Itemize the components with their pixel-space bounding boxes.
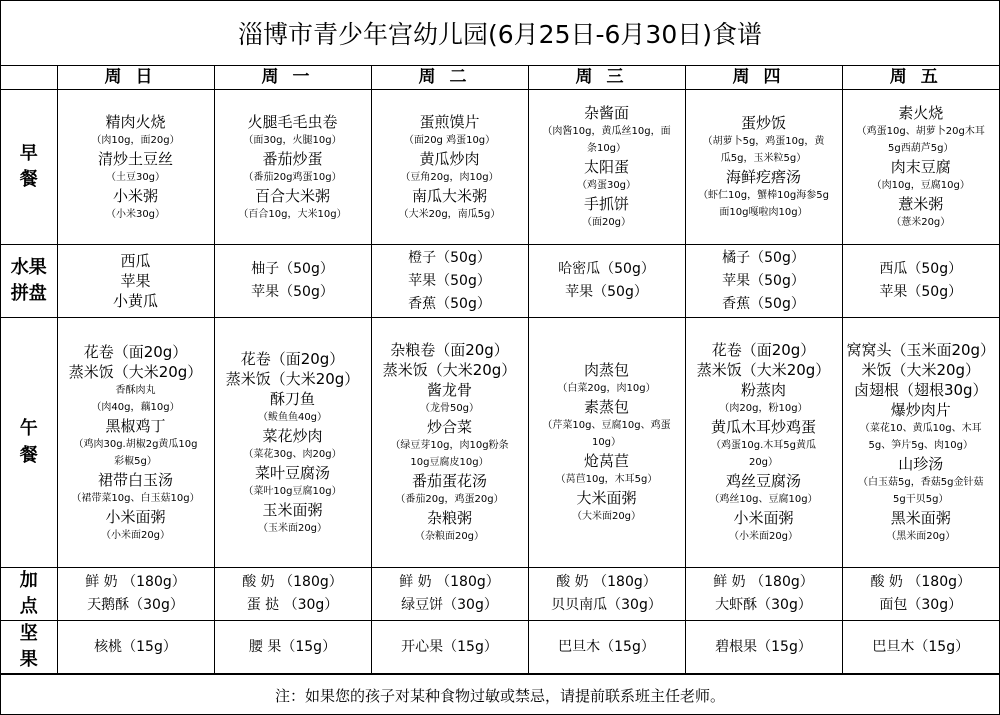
menu-cell bbox=[842, 245, 999, 318]
menu-cell bbox=[57, 90, 214, 245]
menu-cell bbox=[528, 90, 685, 245]
dish-name: 苹果（50g） bbox=[722, 272, 805, 289]
dish-name: 大虾酥（30g） bbox=[715, 597, 812, 614]
ingredient-detail: （肉酱10g，黄瓜丝10g，面 bbox=[542, 126, 671, 137]
day-header: 周三 bbox=[528, 66, 685, 90]
menu-cell bbox=[371, 90, 528, 245]
menu-cell bbox=[685, 245, 842, 318]
ingredient-detail: （大米面20g） bbox=[571, 511, 642, 522]
ingredient-detail: 10g豆腐皮10g） bbox=[410, 457, 489, 468]
dish-name: 苹果 bbox=[120, 272, 151, 290]
ingredient-detail: （肉40g，藕10g） bbox=[91, 401, 180, 413]
dish-name: 杂粮粥 bbox=[426, 509, 472, 527]
dish-name: 蒸米饭（大米20g） bbox=[225, 369, 360, 388]
menu-cell bbox=[371, 621, 528, 674]
ingredient-detail: （菜花10、黄瓜10g、木耳 bbox=[859, 423, 982, 434]
day-header-row bbox=[1, 66, 999, 90]
page-title: 淄博市青少年宫幼儿园(6月25日-6月30日)食谱 bbox=[1, 1, 999, 66]
dish-name: 腰 果（15g） bbox=[248, 638, 337, 655]
dish-name: 精肉火烧 bbox=[105, 112, 166, 131]
menu-cell bbox=[528, 318, 685, 568]
dish-name: 花卷（面20g） bbox=[711, 341, 816, 359]
dish-name: 卤翅根（翅根30g） bbox=[853, 381, 988, 399]
dish-name: 炝莴苣 bbox=[583, 452, 629, 470]
row-label-text: 坚 bbox=[19, 623, 38, 645]
ingredient-detail: （大米20g，南瓜5g） bbox=[398, 208, 501, 220]
dish-name: 窝窝头（玉米面20g） bbox=[846, 341, 996, 359]
dish-name: 玉米面粥 bbox=[262, 500, 323, 519]
ingredient-detail: （鸡肉30g.胡椒2g黄瓜10g bbox=[73, 438, 198, 450]
row-label-text: 餐 bbox=[19, 444, 38, 466]
meal-row-snack bbox=[1, 568, 999, 621]
dish-name: 柚子（50g） bbox=[251, 261, 334, 277]
day-header: 周一 bbox=[214, 66, 371, 90]
menu-cell bbox=[685, 318, 842, 568]
dish-name: 鲜 奶 （180g） bbox=[399, 574, 500, 591]
row-label bbox=[1, 621, 57, 674]
ingredient-detail: （肉20g，粉10g） bbox=[719, 403, 808, 414]
row-label bbox=[1, 245, 57, 318]
menu-cell bbox=[842, 621, 999, 674]
row-label-text: 拼盘 bbox=[10, 283, 47, 304]
dish-name: 肉末豆腐 bbox=[890, 158, 951, 176]
meal-row-fruit bbox=[1, 245, 999, 318]
dish-name: 菜叶豆腐汤 bbox=[254, 463, 330, 482]
dish-name: 炒合菜 bbox=[426, 418, 472, 436]
ingredient-detail: （胡萝卜5g，鸡蛋10g，黄 bbox=[702, 136, 825, 147]
menu-cell bbox=[371, 245, 528, 318]
ingredient-detail: （绿豆芽10g，肉10g粉条 bbox=[390, 440, 509, 451]
ingredient-detail: 5g西葫芦5g） bbox=[888, 143, 954, 154]
meal-row-breakfast bbox=[1, 90, 999, 245]
ingredient-detail: （裙带菜10g、白玉菇10g） bbox=[71, 492, 200, 504]
dish-name: 番茄炒蛋 bbox=[262, 149, 323, 168]
dish-name: 西瓜 bbox=[120, 252, 151, 270]
dish-name: 小米面粥 bbox=[105, 507, 166, 526]
dish-name: 绿豆饼（30g） bbox=[401, 597, 498, 614]
meal-row-nuts bbox=[1, 621, 999, 674]
ingredient-detail: （土豆30g） bbox=[105, 171, 166, 183]
menu-cell bbox=[685, 90, 842, 245]
dish-name: 碧根果（15g） bbox=[715, 638, 812, 655]
dish-name: 香蕉（50g） bbox=[722, 295, 805, 312]
menu-cell bbox=[528, 245, 685, 318]
dish-name: 太阳蛋 bbox=[583, 158, 629, 176]
dish-name: 花卷（面20g） bbox=[83, 342, 188, 361]
ingredient-detail: 彩椒5g） bbox=[114, 455, 157, 467]
dish-name: 菜花炒肉 bbox=[262, 426, 323, 445]
dish-name: 苹果（50g） bbox=[565, 284, 648, 300]
dish-name: 蒸米饭（大米20g） bbox=[696, 361, 831, 379]
dish-name: 蛋 挞 （30g） bbox=[246, 597, 339, 614]
ingredient-detail: 10g） bbox=[591, 437, 622, 448]
dish-name: 大米面粥 bbox=[576, 489, 637, 507]
ingredient-detail: 条10g） bbox=[586, 143, 627, 154]
ingredient-detail: 5g干贝5g） bbox=[893, 494, 949, 505]
dish-name: 酸 奶 （180g） bbox=[870, 574, 971, 591]
row-label-text: 果 bbox=[19, 649, 38, 671]
ingredient-detail: （黑米面20g） bbox=[886, 531, 956, 542]
dish-name: 薏米粥 bbox=[898, 195, 944, 213]
row-label-text: 午 bbox=[19, 418, 38, 440]
ingredient-detail: （面30g，火腿10g） bbox=[243, 134, 342, 146]
dish-name: 山珍汤 bbox=[898, 455, 944, 473]
row-label-text: 餐 bbox=[19, 169, 38, 190]
dish-name: 苹果（50g） bbox=[408, 272, 491, 289]
dish-name: 爆炒肉片 bbox=[890, 401, 951, 419]
menu-cell bbox=[57, 568, 214, 621]
dish-name: 花卷（面20g） bbox=[240, 349, 345, 368]
dish-name: 蒸米饭（大米20g） bbox=[68, 362, 203, 381]
dish-name: 哈密瓜（50g） bbox=[558, 261, 655, 277]
dish-name: 杂粮卷（面20g） bbox=[390, 341, 509, 359]
ingredient-detail: （龙骨50g） bbox=[419, 403, 480, 414]
dish-name: 贝贝南瓜（30g） bbox=[551, 597, 662, 614]
dish-name: 苹果（50g） bbox=[879, 284, 963, 300]
ingredient-detail: （肉10g，面20g） bbox=[91, 134, 180, 146]
dish-name: 橘子（50g） bbox=[722, 249, 805, 266]
dish-name: 米饭（大米20g） bbox=[861, 361, 981, 379]
dish-name: 手抓饼 bbox=[583, 195, 629, 213]
dish-name: 黑椒鸡丁 bbox=[105, 416, 166, 435]
row-label-text: 加 bbox=[19, 570, 38, 591]
menu-cell bbox=[842, 318, 999, 568]
menu-cell bbox=[57, 621, 214, 674]
dish-name: 酸 奶 （180g） bbox=[242, 574, 343, 591]
dish-name: 蒸米饭（大米20g） bbox=[382, 361, 517, 379]
dish-name: 蛋煎馍片 bbox=[419, 112, 480, 131]
ingredient-detail: （面20g） bbox=[581, 217, 632, 228]
ingredient-detail: （豆角20g，肉10g） bbox=[400, 171, 499, 183]
ingredient-detail: （小米30g） bbox=[105, 208, 166, 220]
menu-cell bbox=[57, 245, 214, 318]
ingredient-detail: （小米面20g） bbox=[100, 529, 171, 541]
dish-name: 百合大米粥 bbox=[254, 186, 330, 205]
row-label bbox=[1, 318, 57, 568]
dish-name: 鸡丝豆腐汤 bbox=[725, 472, 801, 490]
dish-name: 小米面粥 bbox=[733, 509, 794, 527]
dish-name: 橙子（50g） bbox=[408, 249, 491, 266]
ingredient-detail: 面10g嘎啦肉10g） bbox=[719, 207, 808, 218]
ingredient-detail: （白玉菇5g，香菇5g金针菇 bbox=[858, 477, 984, 488]
ingredient-detail: （白菜20g，肉10g） bbox=[557, 383, 656, 394]
ingredient-detail: （莴苣10g，木耳5g） bbox=[555, 474, 658, 485]
ingredient-detail: （鸡蛋30g） bbox=[576, 180, 637, 191]
ingredient-detail: （芹菜10g、豆腐10g、鸡蛋 bbox=[542, 420, 671, 431]
dish-name: 巴旦木（15g） bbox=[872, 638, 970, 655]
ingredient-detail: （番茄20g鸡蛋10g） bbox=[243, 171, 342, 183]
dish-name: 清炒土豆丝 bbox=[97, 149, 173, 168]
dish-name: 小黄瓜 bbox=[112, 292, 158, 310]
dish-name: 巴旦木（15g） bbox=[558, 638, 655, 655]
menu-table bbox=[1, 65, 999, 674]
day-header: 周二 bbox=[371, 66, 528, 90]
dish-name: 天鹅酥（30g） bbox=[87, 597, 184, 614]
ingredient-detail: （玉米面20g） bbox=[257, 522, 328, 534]
dish-name: 海鲜疙瘩汤 bbox=[725, 168, 801, 186]
dish-name: 苹果（50g） bbox=[251, 284, 334, 300]
ingredient-detail: （鸡蛋10g、胡萝卜20g木耳 bbox=[856, 126, 985, 137]
ingredient-detail: （杂粮面20g） bbox=[414, 531, 485, 542]
ingredient-detail: （百合10g，大米10g） bbox=[238, 208, 347, 220]
ingredient-detail: （小米面20g） bbox=[728, 531, 799, 542]
dish-name: 南瓜大米粥 bbox=[411, 186, 487, 205]
dish-name: 面包（30g） bbox=[879, 597, 963, 614]
corner-cell bbox=[1, 66, 57, 90]
dish-name: 番茄蛋花汤 bbox=[411, 472, 487, 490]
ingredient-detail: （虾仁10g，蟹棒10g海参5g bbox=[698, 190, 829, 201]
dish-name: 鲜 奶 （180g） bbox=[713, 574, 814, 591]
menu-cell bbox=[214, 245, 371, 318]
ingredient-detail: 瓜5g，玉米粒5g） bbox=[720, 153, 807, 164]
dish-name: 黄瓜木耳炒鸡蛋 bbox=[710, 418, 816, 436]
dish-name: 酸 奶 （180g） bbox=[556, 574, 657, 591]
dish-name: 素蒸包 bbox=[583, 398, 629, 416]
dish-name: 香蕉（50g） bbox=[408, 295, 491, 312]
dish-name: 酥刀鱼 bbox=[269, 389, 315, 408]
day-header: 周日 bbox=[57, 66, 214, 90]
menu-cell bbox=[685, 568, 842, 621]
row-label-text: 点 bbox=[19, 596, 38, 618]
dish-name: 酱龙骨 bbox=[426, 381, 472, 399]
row-label-text: 水果 bbox=[10, 256, 47, 278]
menu-cell bbox=[685, 621, 842, 674]
day-header: 周五 bbox=[842, 66, 999, 90]
dish-name: 粉蒸肉 bbox=[740, 381, 786, 399]
menu-cell bbox=[214, 318, 371, 568]
ingredient-detail: （菜叶10g豆腐10g） bbox=[243, 485, 342, 497]
dish-name: 黄瓜炒肉 bbox=[419, 149, 480, 168]
menu-cell bbox=[528, 621, 685, 674]
meal-row-lunch bbox=[1, 318, 999, 568]
dish-name: 素火烧 bbox=[898, 104, 944, 122]
ingredient-detail: 5g、笋片5g、肉10g） bbox=[868, 440, 973, 451]
menu-cell bbox=[371, 568, 528, 621]
dish-name: 火腿毛毛虫卷 bbox=[247, 112, 338, 131]
allergy-note: 注：如果您的孩子对某种食物过敏或禁忌，请提前联系班主任老师。 bbox=[1, 674, 999, 715]
dish-name: 核桃（15g） bbox=[94, 638, 177, 655]
row-label bbox=[1, 568, 57, 621]
dish-name: 肉蒸包 bbox=[583, 361, 629, 379]
ingredient-detail: 香酥肉丸 bbox=[115, 384, 156, 396]
dish-name: 鲜 奶 （180g） bbox=[85, 574, 186, 591]
ingredient-detail: （菜花30g、肉20g） bbox=[243, 448, 342, 460]
dish-name: 小米粥 bbox=[112, 186, 158, 205]
menu-cell bbox=[842, 90, 999, 245]
ingredient-detail: （薏米20g） bbox=[891, 217, 951, 228]
dish-name: 杂酱面 bbox=[583, 104, 629, 122]
menu-cell bbox=[528, 568, 685, 621]
ingredient-detail: （番茄20g，鸡蛋20g） bbox=[395, 494, 504, 505]
dish-name: 蛋炒饭 bbox=[740, 114, 786, 132]
ingredient-detail: （鸡蛋10g.木耳5g黄瓜 bbox=[711, 440, 816, 451]
ingredient-detail: （鲅鱼鱼40g） bbox=[257, 411, 328, 423]
menu-cell bbox=[214, 568, 371, 621]
ingredient-detail: （面20g 鸡蛋10g） bbox=[403, 134, 496, 146]
dish-name: 开心果（15g） bbox=[401, 638, 498, 655]
menu-cell bbox=[214, 90, 371, 245]
menu-cell bbox=[214, 621, 371, 674]
dish-name: 西瓜（50g） bbox=[879, 261, 963, 277]
menu-cell bbox=[842, 568, 999, 621]
row-label-text: 早 bbox=[19, 142, 38, 164]
dish-name: 黑米面粥 bbox=[890, 509, 951, 527]
menu-cell bbox=[371, 318, 528, 568]
day-header: 周四 bbox=[685, 66, 842, 90]
ingredient-detail: （肉10g，豆腐10g） bbox=[871, 180, 970, 191]
ingredient-detail: （鸡丝10g、豆腐10g） bbox=[709, 494, 818, 505]
menu-cell bbox=[57, 318, 214, 568]
row-label bbox=[1, 90, 57, 245]
dish-name: 裙带白玉汤 bbox=[97, 470, 173, 489]
ingredient-detail: 20g） bbox=[748, 457, 779, 468]
